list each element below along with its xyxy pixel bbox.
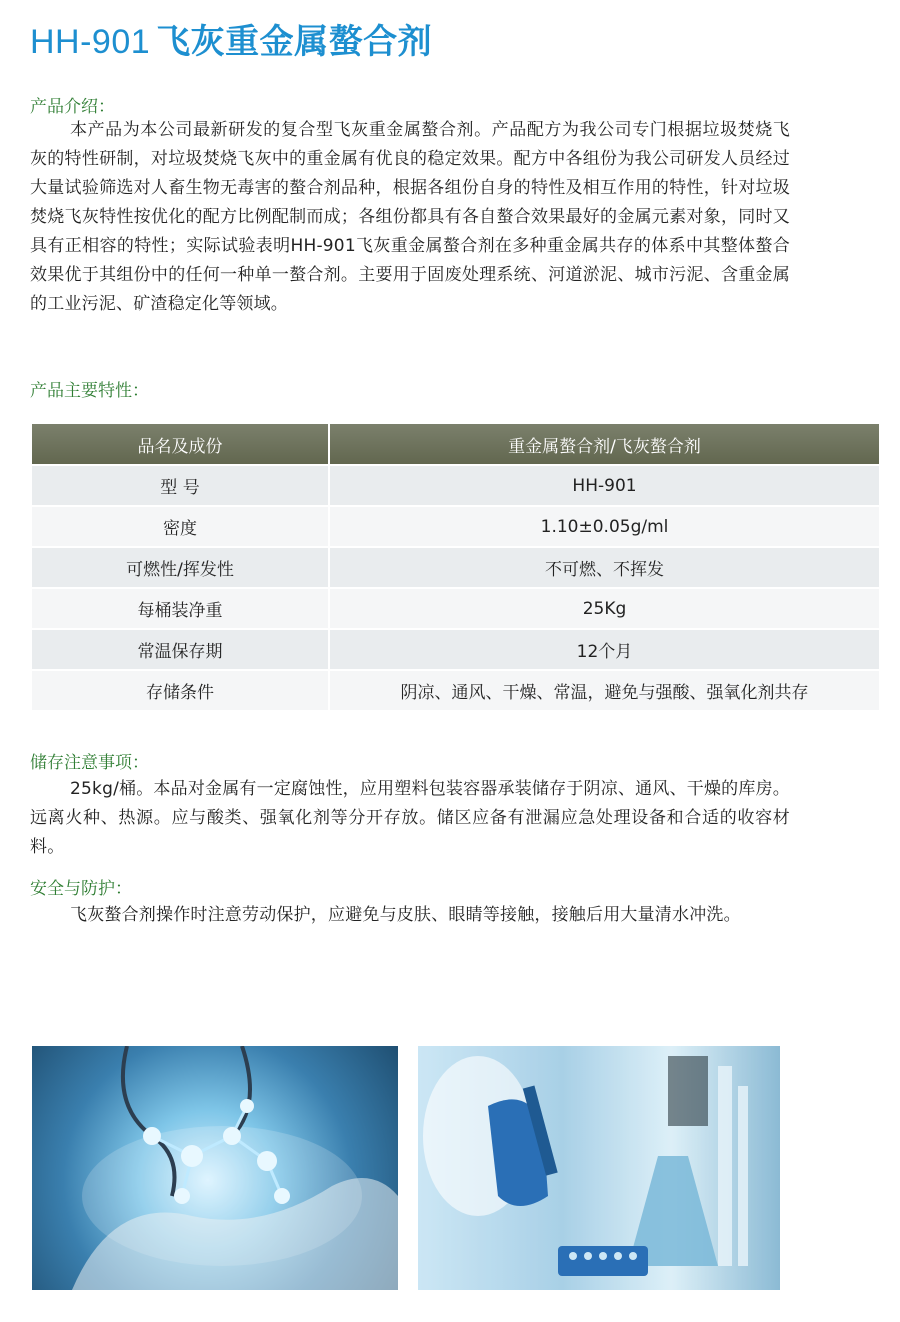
features-heading: 产品主要特性：: [30, 381, 149, 401]
storage-heading: 储存注意事项：: [30, 753, 149, 773]
spec-label: 型 号: [32, 465, 329, 506]
spec-value: HH-901: [329, 465, 879, 506]
spec-label: 可燃性/挥发性: [32, 547, 329, 588]
laboratory-photo: [418, 1046, 780, 1290]
spec-label: 存储条件: [32, 670, 329, 710]
spec-header-value: 重金属螯合剂/飞灰螯合剂: [329, 424, 879, 465]
spec-value: 阴凉、通风、干燥、常温，避免与强酸、强氧化剂共存: [329, 670, 879, 710]
table-row: [32, 506, 879, 547]
spec-header-name: 品名及成份: [32, 424, 329, 465]
spec-value: 不可燃、不挥发: [329, 547, 879, 588]
lab-illustration: [418, 1046, 780, 1290]
spec-value: 12个月: [329, 629, 879, 670]
table-row: [32, 588, 879, 629]
spec-label: 每桶装净重: [32, 588, 329, 629]
title-product-name: 飞灰重金属螯合剂: [156, 22, 433, 62]
storage-paragraph: 25kg/桶。本品对金属有一定腐蚀性，应用塑料包装容器承装储存于阴凉、通风、干燥的库房。远离火种、热源。应与酸类、强氧化剂等分开存放。储区应备有泄漏应急处理设备和合适的收容材料。: [30, 779, 790, 857]
spec-table-header-row: [32, 424, 879, 465]
spec-label: 常温保存期: [32, 629, 329, 670]
table-row: [32, 465, 879, 506]
table-row: [32, 670, 879, 710]
spec-label: 密度: [32, 506, 329, 547]
title-model: HH-901: [30, 23, 151, 61]
intro-paragraph: 本产品为本公司最新研发的复合型飞灰重金属螯合剂。产品配方为我公司专门根据垃圾焚烧飞灰的特性研制，对垃圾焚烧飞灰中的重金属有优良的稳定效果。配方中各组份为我公司研发人员经过大量试验筛选对人畜生物无毒害的螯合剂品种，根据各组份自身的特性及相互作用的特性，针对垃圾焚烧飞灰特性按优化的配方比例配制而成；各组份都具有各自螯合效果最好的金属元素对象，同时又具有正相容的特性；实际试验表明HH-901飞灰重金属螯合剂在多种重金属共存的体系中其整体螯合效果优于其组份中的任何一种单一螯合剂。主要用于固废处理系统、河道淤泥、城市污泥、含重金属的工业污泥、矿渣稳定化等领域。: [30, 120, 790, 314]
molecule-illustration: [32, 1046, 398, 1290]
intro-heading: 产品介绍：: [30, 97, 115, 117]
table-row: [32, 629, 879, 670]
safety-heading: 安全与防护：: [30, 879, 132, 899]
molecule-hands-photo: [32, 1046, 398, 1290]
table-row: [32, 547, 879, 588]
safety-paragraph: 飞灰螯合剂操作时注意劳动保护，应避免与皮肤、眼睛等接触，接触后用大量清水冲洗。: [70, 905, 741, 925]
spec-value: 25Kg: [329, 588, 879, 629]
page-title: [30, 14, 432, 63]
spec-value: 1.10±0.05g/ml: [329, 506, 879, 547]
spec-table: [32, 424, 879, 710]
